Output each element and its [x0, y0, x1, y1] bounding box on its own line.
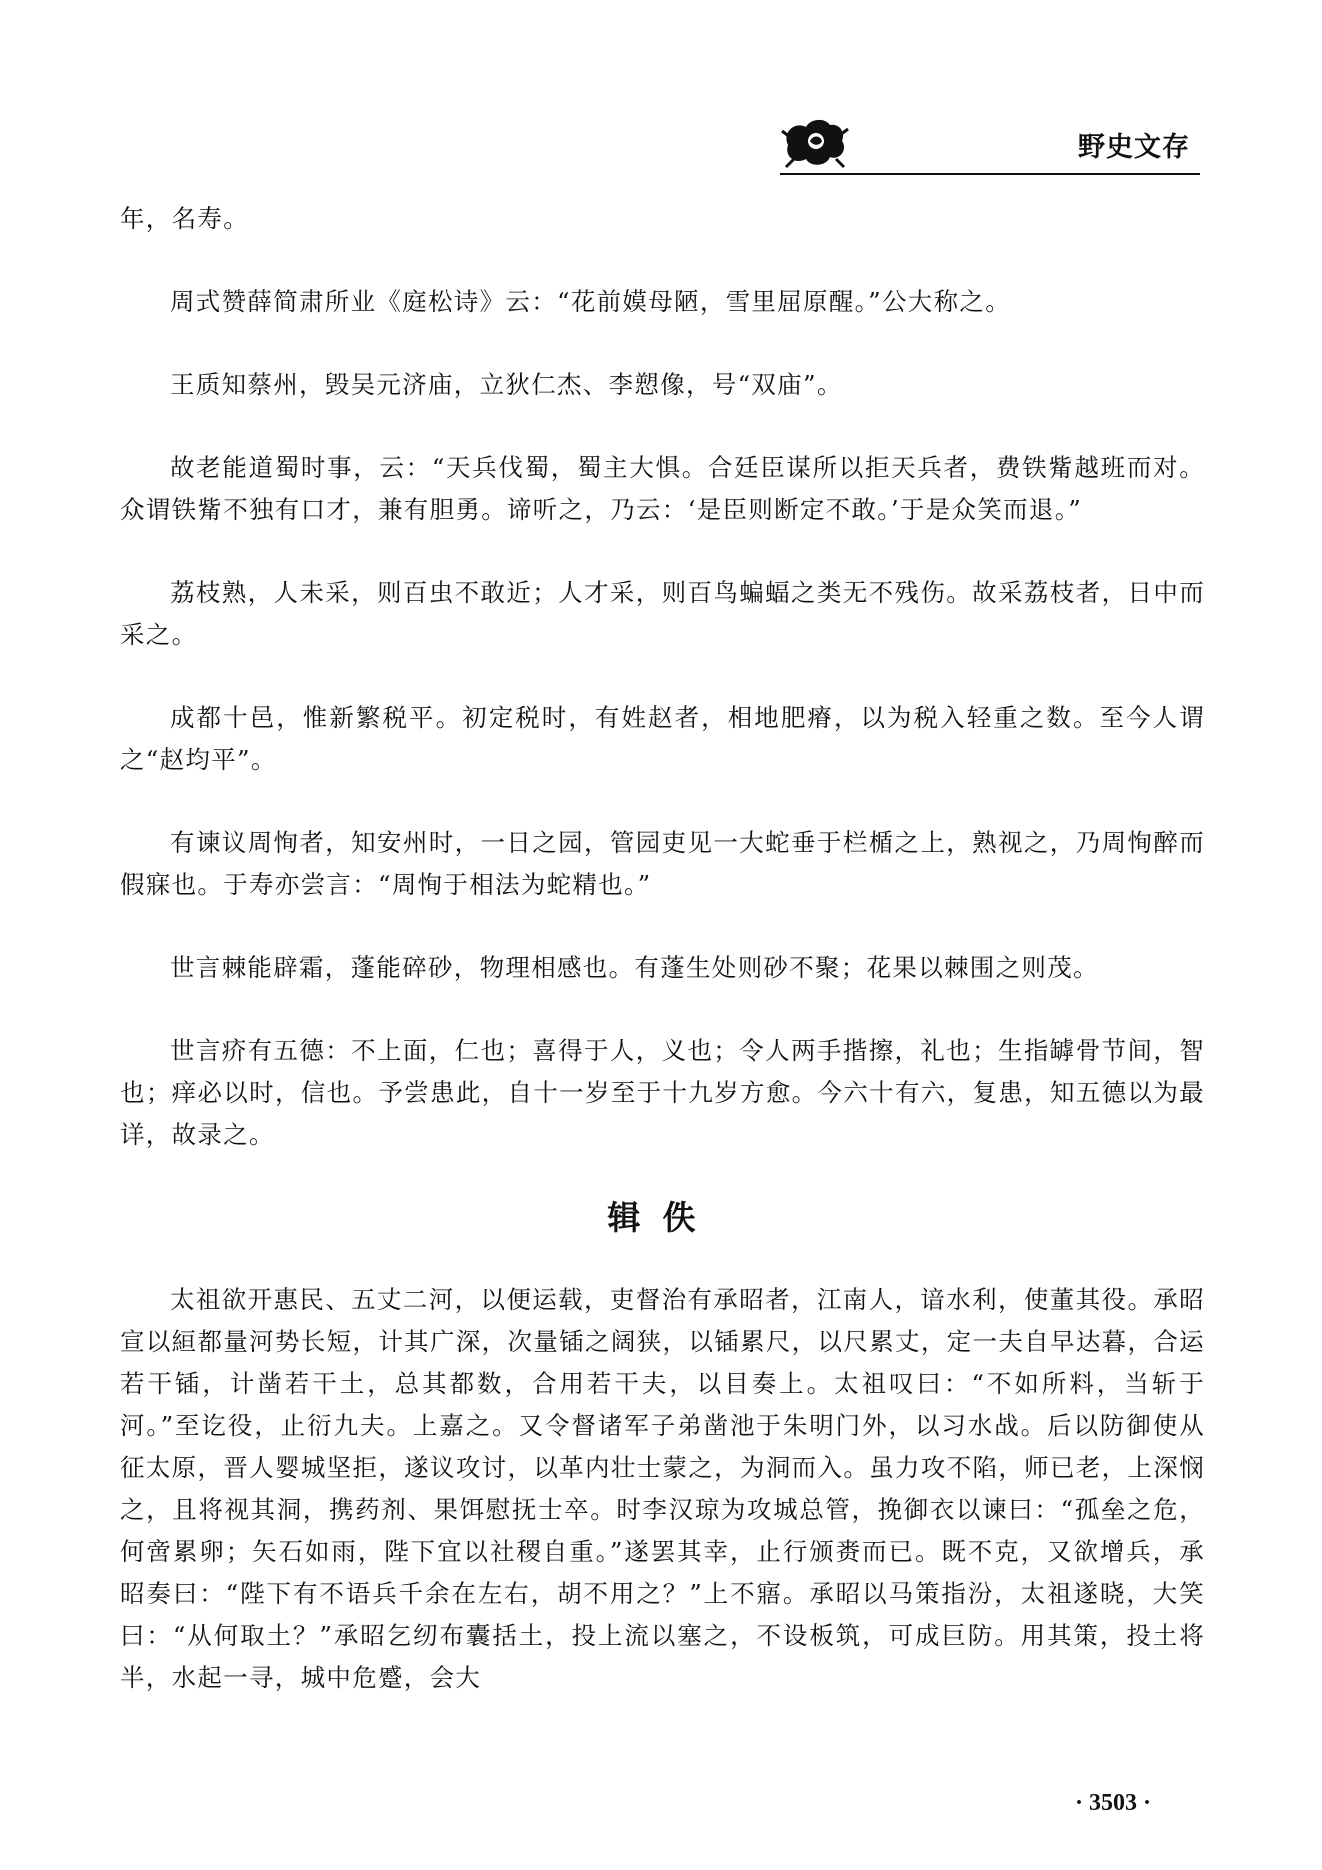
page-number: · 3503 · [1075, 1790, 1152, 1816]
running-header [760, 115, 1200, 175]
series-title: 野史文存 [1078, 132, 1190, 163]
page-body [120, 198, 1205, 1699]
header-rule [780, 173, 1200, 175]
paragraph: 王质知蔡州，毁吴元济庙，立狄仁杰、李愬像，号“双庙”。 [170, 370, 843, 399]
paragraph: 世言疥有五德：不上面，仁也；喜得于人，义也；令人两手揩擦，礼也；生指罅骨节间，智也；痒必以时，信也。予尝患此，自十一岁至于十九岁方愈。今六十有六，复患，知五德以为最详，故录之。 [120, 1036, 1205, 1149]
paragraph: 周式赞薛简肃所业《庭松诗》云：“花前嫫母陋，雪里屈原醒。”公大称之。 [170, 287, 1011, 316]
paragraph: 年，名寿。 [120, 204, 249, 233]
paragraph: 世言棘能辟霜，蓬能碎砂，物理相感也。有蓬生处则砂不聚；花果以棘围之则茂。 [170, 953, 1099, 982]
paragraph: 荔枝熟，人未采，则百虫不敢近；人才采，则百鸟蝙蝠之类无不残伤。故采荔枝者，日中而采之。 [120, 578, 1205, 649]
section-paragraph: 太祖欲开惠民、五丈二河，以便运载，吏督治有承昭者，江南人，谙水利，使董其役。承昭宣以絙都量河势长短，计其广深，次量锸之阔狭，以锸累尺，以尺累丈，定一夫自早达暮，合运若干锸，计凿若干土，总其都数，合用若干夫，以目奏上。太祖叹曰：“不如所料，当斩于河。”至讫役，止衍九夫。上嘉之。又令督诸军子弟凿池于朱明门外，以习水战。后以防御使从征太原，晋人婴城坚拒，遂议攻讨，以革内壮士蒙之，为洞而入。虽力攻不陷，师已老，上深悯之，且将视其洞，携药剂、果饵慰抚士卒。时李汉琼为攻城总管，挽御衣以谏曰：“孤垒之危，何啻累卵；矢石如雨，陛下宜以社稷自重。”遂罢其幸，止行颁赉而已。既不克，又欲增兵，承昭奏曰：“陛下有不语兵千余在左右，胡不用之？”上不寤。承昭以马策指汾，太祖遂晓，大笑曰：“从何取土？”承昭乞纫布囊括土，投上流以塞之，不设板筑，可成巨防。用其策，投土将半，水起一寻，城中危蹙，会大 [120, 1285, 1205, 1692]
dragon-emblem-icon [780, 115, 850, 170]
paragraph: 故老能道蜀时事，云：“天兵伐蜀，蜀主大惧。合廷臣谋所以拒天兵者，费铁觜越班而对。众谓铁觜不独有口才，兼有胆勇。谛听之，乃云：‘是臣则断定不敢。’于是众笑而退。” [120, 453, 1205, 524]
section-title: 辑佚 [607, 1198, 718, 1237]
paragraph: 成都十邑，惟新繁税平。初定税时，有姓赵者，相地肥瘠，以为税入轻重之数。至今人谓之“赵均平”。 [120, 703, 1205, 774]
paragraph: 有谏议周恂者，知安州时，一日之园，管园吏见一大蛇垂于栏楯之上，熟视之，乃周恂醉而假寐也。于寿亦尝言：“周恂于相法为蛇精也。” [120, 828, 1205, 899]
